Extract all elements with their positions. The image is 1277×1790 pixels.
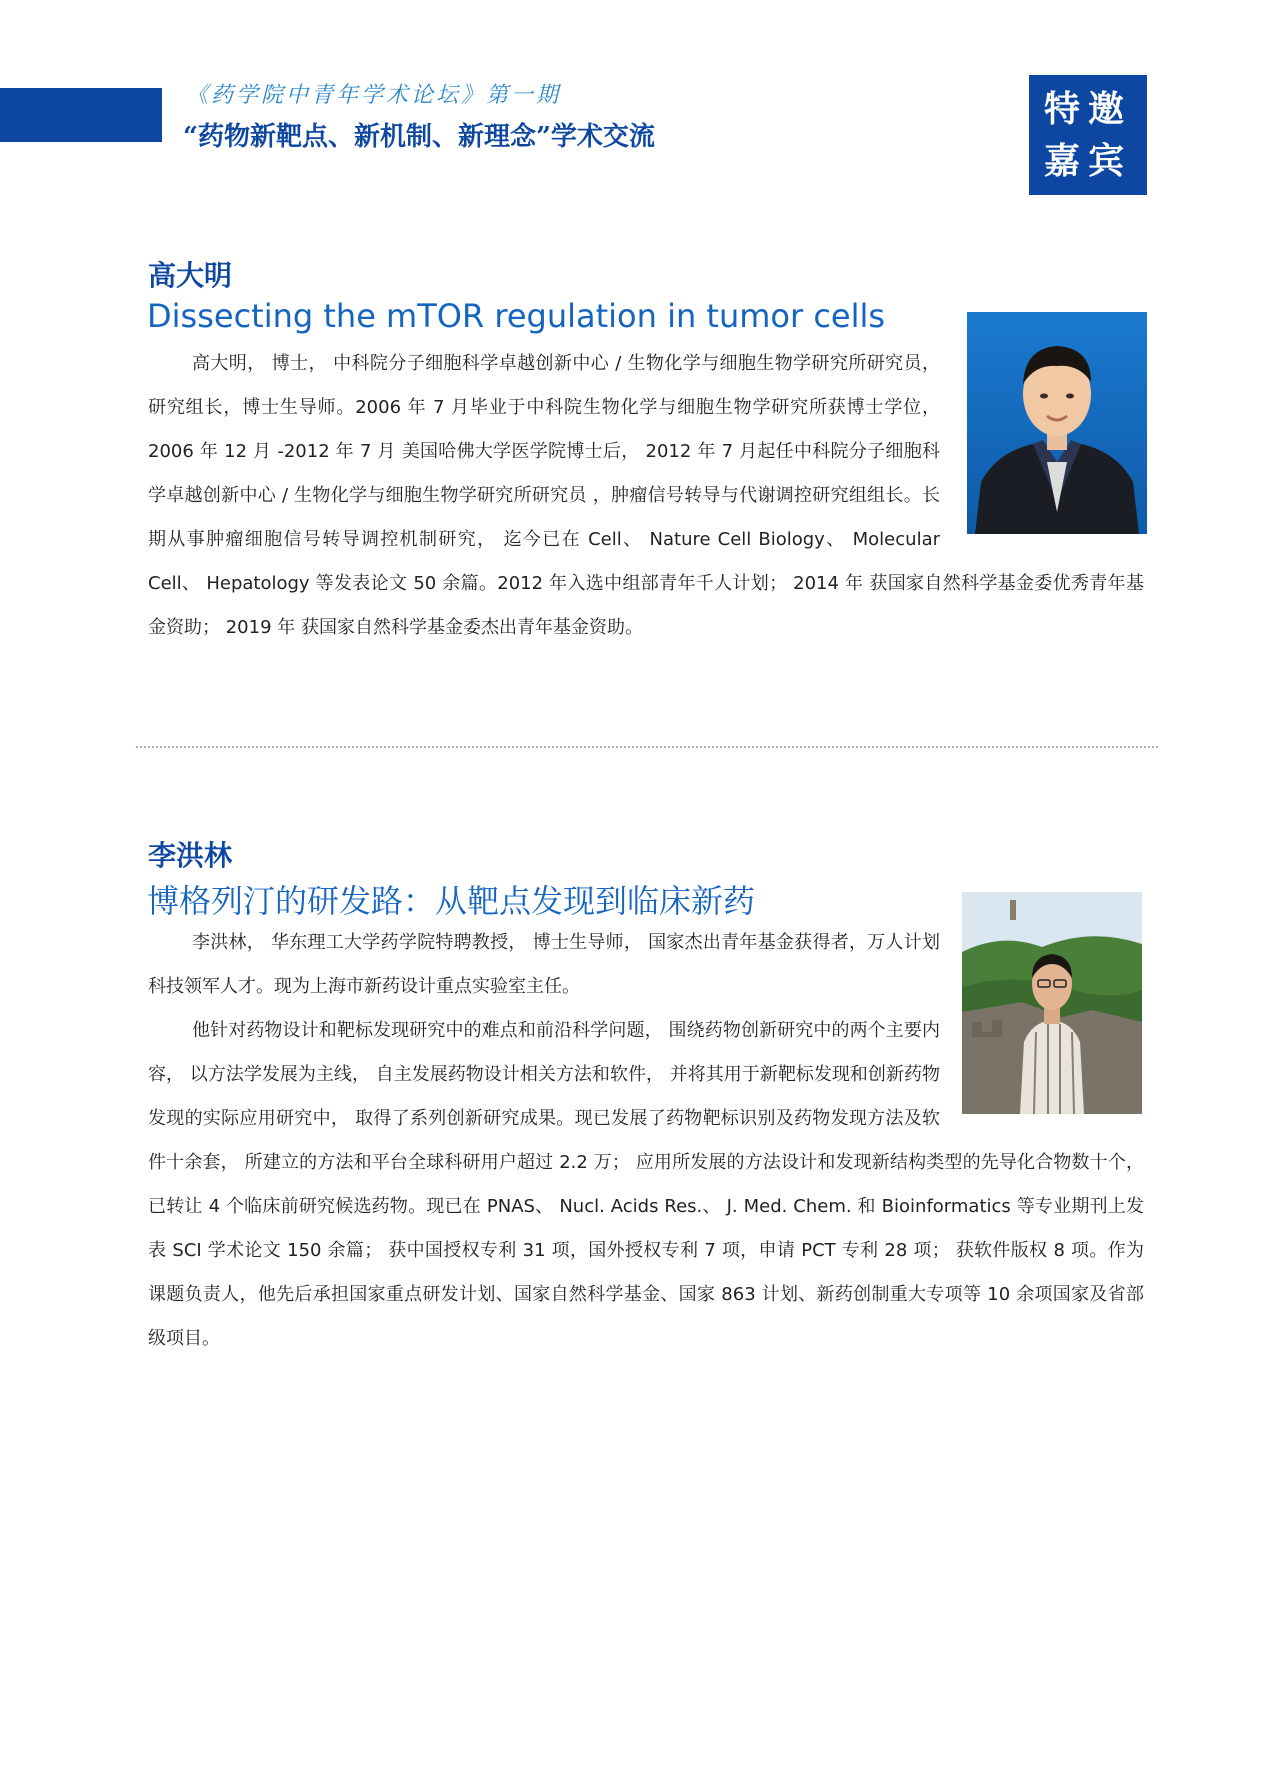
- speaker-name: 高大明: [148, 259, 233, 292]
- section-divider: [136, 746, 1158, 748]
- series-title: 《药学院中青年学术论坛》第一期: [186, 83, 562, 108]
- photo-spacer: [954, 921, 1144, 1121]
- speaker-bio: [148, 921, 1144, 1361]
- invited-guest-badge: [1029, 75, 1147, 195]
- photo-spacer: [954, 342, 1144, 542]
- header-accent-bar: [0, 88, 162, 142]
- event-title: “药物新靶点、新机制、新理念”学术交流: [183, 122, 655, 152]
- bio-paragraph: 李洪林， 华东理工大学药学院特聘教授， 博士生导师， 国家杰出青年基金获得者，万人计划科技领军人才。现为上海市新药设计重点实验室主任。: [148, 932, 940, 997]
- badge-line-2: 嘉宾: [1043, 140, 1132, 182]
- bio-paragraph: 他针对药物设计和靶标发现研究中的难点和前沿科学问题， 围绕药物创新研究中的两个主要内容， 以方法学发展为主线， 自主发展药物设计相关方法和软件， 并将其用于新靶标发现和创新药物发现的实际应用研究中， 取得了系列创新研究成果。现已发展了药物靶标识别及药物发现方法及软件十余套， 所建立的方法和平台全球科研用户超过 2.2 万； 应用所发展的方法设计和发现新结构类型的先导化合物数十个， 已转让 4 个临床前研究候选药物。现已在 PNAS、 Nucl. Acids Res.、 J. Med. Chem. 和 Bioinformatics 等专业期刊上发表 SCI 学术论文 150 余篇； 获中国授权专利 31 项，国外授权专利 7 项，申请 PCT 专利 28 项； 获软件版权 8 项。作为课题负责人，他先后承担国家重点研发计划、国家自然科学基金、国家 863 计划、新药创制重大专项等 10 余项国家及省部级项目。: [148, 1020, 1145, 1349]
- bio-paragraph: 高大明， 博士， 中科院分子细胞科学卓越创新中心 / 生物化学与细胞生物学研究所研究员，研究组长，博士生导师。2006 年 7 月毕业于中科院生物化学与细胞生物学研究所获博士学位， 2006 年 12 月 -2012 年 7 月 美国哈佛大学医学院博士后， 2012 年 7 月起任中科院分子细胞科学卓越创新中心 / 生物化学与细胞生物学研究所研究员 ，肿瘤信号转导与代谢调控研究组组长。长期从事肿瘤细胞信号转导调控机制研究， 迄今已在 Cell、 Nature Cell Biology、 Molecular Cell、 Hepatology 等发表论文 50 余篇。2012 年入选中组部青年千人计划； 2014 年 获国家自然科学基金委优秀青年基金资助； 2019 年 获国家自然科学基金委杰出青年基金资助。: [148, 353, 1144, 638]
- talk-title: Dissecting the mTOR regulation in tumor cells: [147, 297, 886, 335]
- talk-title: 博格列汀的研发路：从靶点发现到临床新药: [147, 882, 756, 920]
- badge-line-1: 特邀: [1043, 88, 1132, 130]
- speaker-bio: [148, 342, 1144, 650]
- speaker-name: 李洪林: [148, 839, 233, 872]
